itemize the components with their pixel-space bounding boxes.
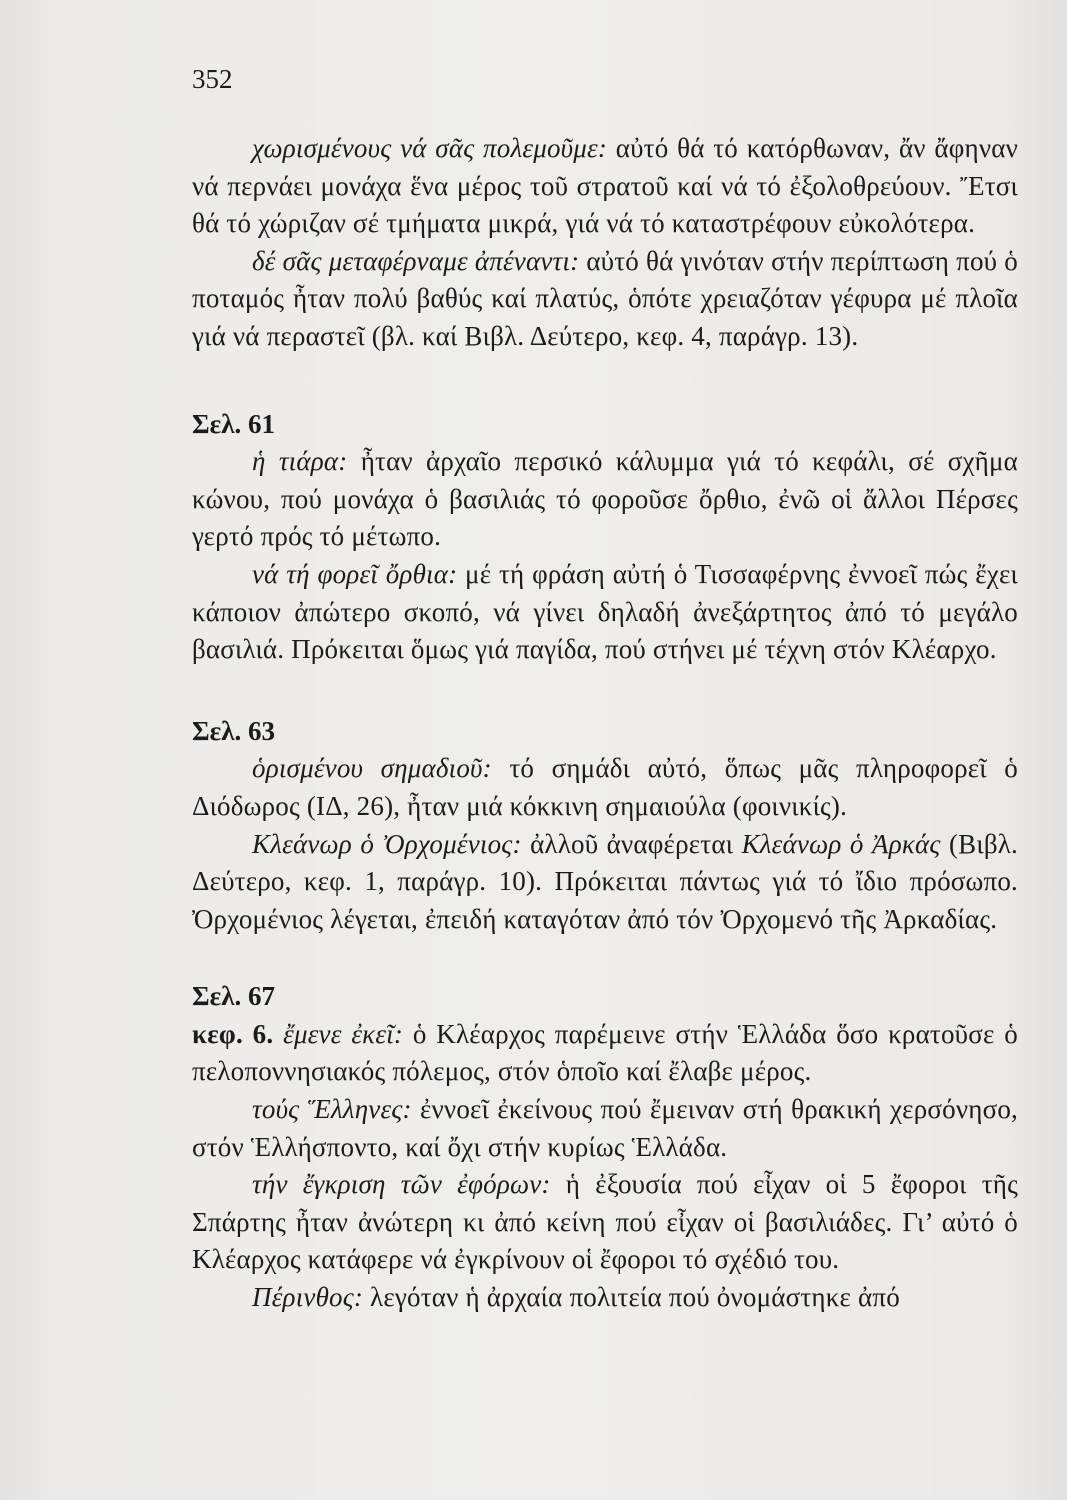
definition: μέ τή φράση αὐτή ὁ Τισσαφέρνης ἐννοεῖ πώς ἔχει κάποιον ἀπώτερο σκοπό, νά γίνει δηλαδή ἀνεξάρτητος ἀπό τό μεγάλο βασιλιά. Πρόκειται ὅμως γιά παγίδα, πού στήνει μέ τέχνη στόν Κλέαρχο. (192, 558, 1018, 665)
definition: ἡ ἐξουσία πού εἶχαν οἱ 5 ἔφοροι τῆς Σπάρτης ἦταν ἀνώτερη κι ἀπό κείνη πού εἶχαν οἱ βασιλιάδες. Γι’ αὐτό ὁ Κλέαρχος κατάφερε νά ἐγκρίνουν οἱ ἔφοροι τό σχέδιό του. (192, 1169, 1018, 1275)
term: Κλεάνωρ ὁ Ὀρχομένιος: (252, 828, 522, 859)
term: τήν ἔγκριση τῶν ἐφόρων: (252, 1169, 551, 1200)
paragraph (192, 1279, 1018, 1317)
paragraph (192, 243, 1018, 356)
term: Κλεάνωρ ὁ Ἀρκάς (741, 828, 941, 859)
definition: (Βιβλ. Δεύτερο, κεφ. 1, παράγρ. 10). Πρόκειται πάντως γιά τό ἴδιο πρόσωπο. Ὀρχομένιος λέγεται, ἐπειδή καταγόταν ἀπό τόν Ὀρχομενό τῆς Ἀρκαδίας. (192, 828, 1018, 934)
paragraph (192, 826, 1018, 939)
definition: αὐτό θά γινόταν στήν περίπτωση πού ὁ ποταμός ἦταν πολύ βαθύς καί πλατύς, ὁπότε χρειαζόταν γέφυρα μέ πλοῖα γιά νά περαστεῖ (βλ. καί Βιβλ. Δεύτερο, κεφ. 4, παράγρ. 13). (192, 245, 1018, 351)
definition: τό σημάδι αὐτό, ὅπως μᾶς πληροφορεῖ ὁ Διόδωρος (ΙΔ, 26), ἦταν μιά κόκκινη σημαιούλα (φοινικίς). (192, 753, 1018, 821)
definition: ἦταν ἀρχαῖο περσικό κάλυμμα γιά τό κεφάλι, σέ σχῆμα κώνου, πού μονάχα ὁ βασιλιάς τό φοροῦσε ὄρθιο, ἐνῶ οἱ ἄλλοι Πέρσες γερτό πρός τό μέτωπο. (192, 446, 1018, 552)
term: δέ σᾶς μεταφέρναμε ἀπέναντι: (252, 245, 580, 276)
term: νά τή φορεῖ ὄρθια: (252, 558, 458, 589)
section-heading: Σελ. 61 (192, 408, 275, 439)
page-number: 352 (192, 64, 233, 94)
definition: ὁ Κλέαρχος παρέμεινε στήν Ἑλλάδα ὅσο κρατοῦσε ὁ πελοποννησιακός πόλεμος, στόν ὁποῖο καί ἔλαβε μέρος. (192, 1018, 1018, 1087)
term: ἡ τιάρα: (252, 446, 348, 477)
paragraph (192, 1016, 1018, 1091)
paragraph (192, 130, 1018, 243)
chapter-label: κεφ. 6. (192, 1018, 274, 1049)
definition: λεγόταν ἡ ἀρχαία πολιτεία πού ὀνομάστηκε ἀπό (363, 1282, 900, 1313)
section-heading: Σελ. 63 (192, 715, 275, 746)
term: χωρισμένους νά σᾶς πολεμοῦμε: (252, 133, 608, 163)
definition: ἀλλοῦ ἀναφέρεται (521, 828, 742, 859)
text-column (192, 130, 1018, 1317)
term: Πέρινθος: (252, 1282, 364, 1313)
term: ἔμενε ἐκεῖ: (273, 1018, 404, 1049)
term: ὁρισμένου σημαδιοῦ: (252, 753, 492, 784)
paragraph (192, 443, 1018, 556)
definition: αὐτό θά τό κατόρθωναν, ἄν ἄφηναν νά περνάει μονάχα ἕνα μέρος τοῦ στρατοῦ καί νά τό ἐξολοθρεύουν. Ἔτσι θά τό χώριζαν σέ τμήματα μικρά, γιά νά τό καταστρέφουν εὐκολότερα. (192, 133, 1018, 239)
paragraph (192, 1091, 1018, 1166)
section-heading: Σελ. 67 (192, 981, 275, 1012)
paragraph (192, 750, 1018, 825)
term: τούς Ἕλληνες: (252, 1094, 412, 1125)
paragraph (192, 1166, 1018, 1279)
paragraph (192, 556, 1018, 669)
definition: ἐννοεῖ ἐκείνους πού ἔμειναν στή θρακική χερσόνησο, στόν Ἑλλήσποντο, καί ὄχι στήν κυρίως Ἑλλάδα. (192, 1094, 1018, 1162)
